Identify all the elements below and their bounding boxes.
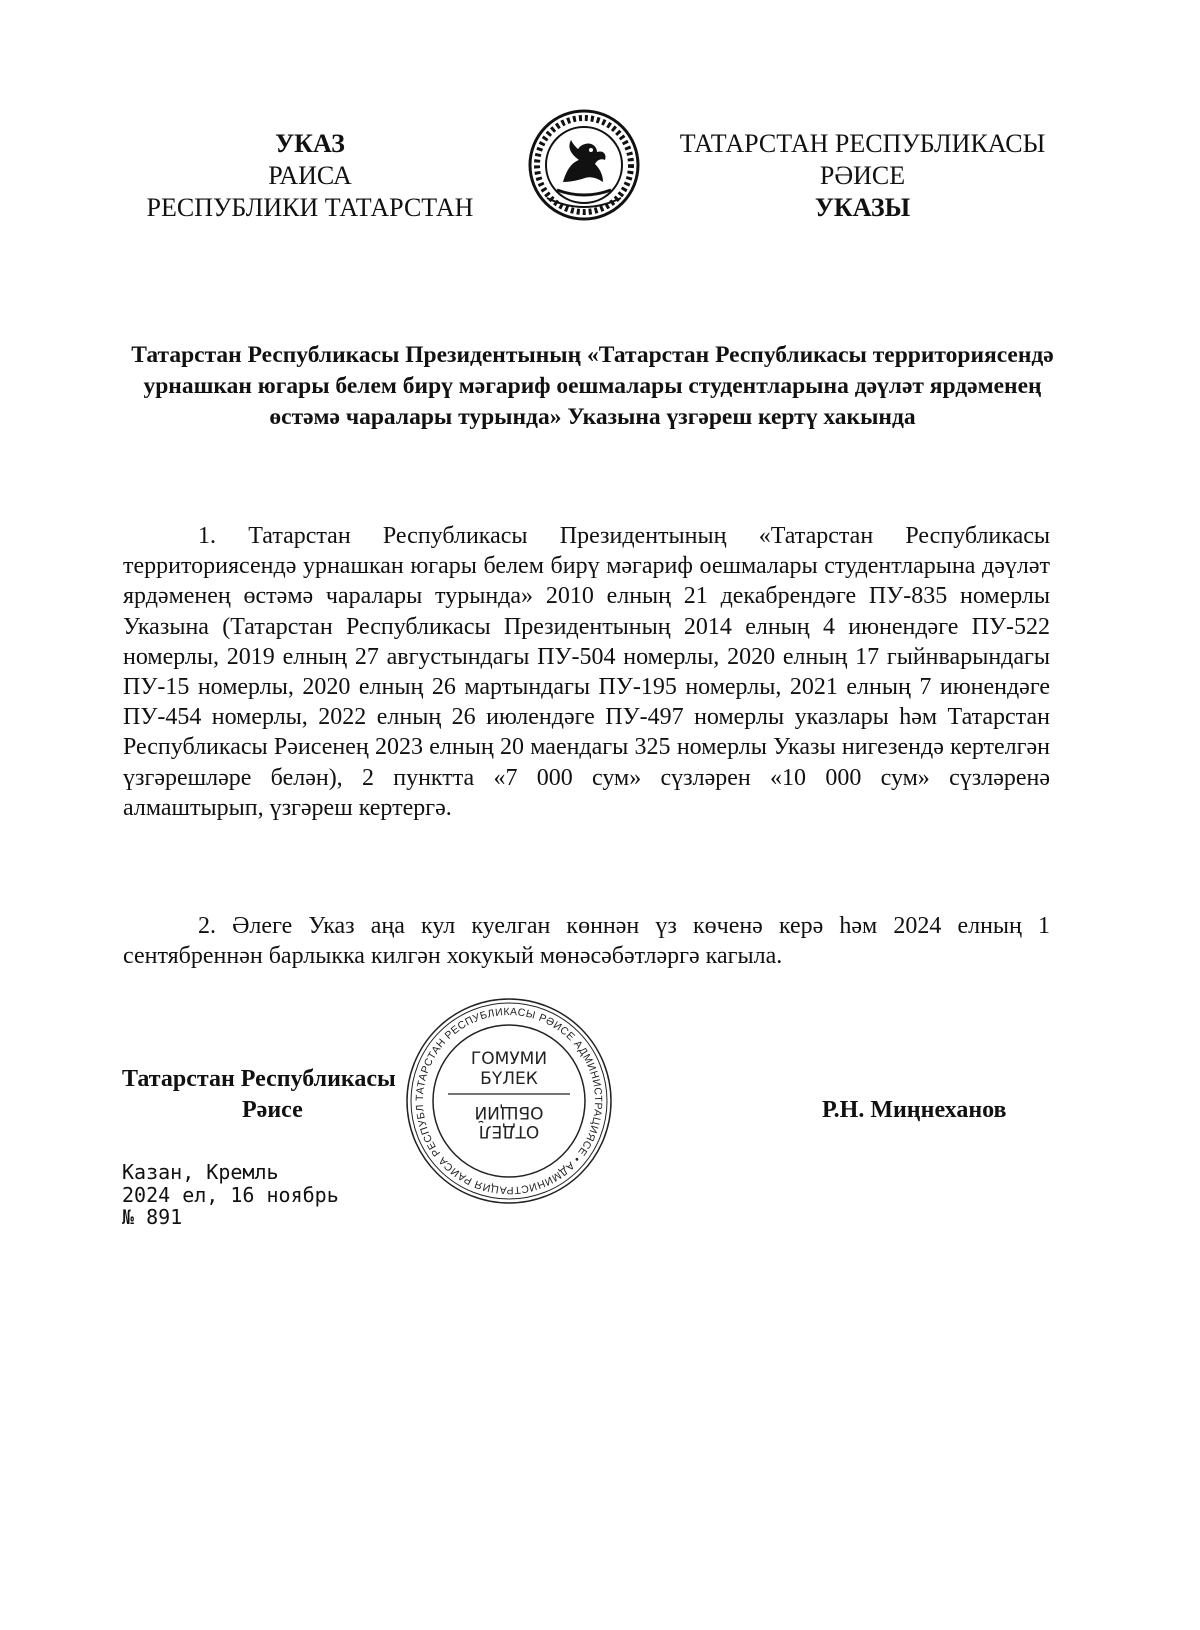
tatarstan-coat-of-arms-icon xyxy=(527,108,641,222)
document-title: Татарстан Республикасы Президентының «Татарстан Республикасы территориясендә урнашкан югары белем бирү мәгариф оешмалары студентларына дәүләт ярдәменең өстәмә чаралары турында» Указына үзгәреш кертү хакында xyxy=(131,342,1054,430)
stamp-line3: ОТДЕЛ xyxy=(478,1121,540,1141)
header-right-line3: УКАЗЫ xyxy=(814,193,911,222)
issue-number: № 891 xyxy=(122,1205,183,1229)
header-right-block xyxy=(665,128,1060,224)
stamp-ring-text: ТАТАРСТАН РЕСПУБЛИКАСЫ РӘИСЕ АДМИНИСТРАЦИЯСЕ • АДМИНИСТРАЦИЯ РАИСА РЕСПУБЛ xyxy=(413,1005,605,1197)
signature-org-line2: Рәисе xyxy=(242,1097,303,1123)
header-right-line1: ТАТАРСТАН РЕСПУБЛИКАСЫ xyxy=(679,129,1046,158)
header-left-line1: УКАЗ xyxy=(275,129,345,158)
issue-place: Казан, Кремль xyxy=(122,1160,279,1184)
stamp-line2: БҮЛЕК xyxy=(480,1069,538,1089)
header-left-block xyxy=(130,128,490,224)
paragraph-1: 1. Татарстан Республикасы Президентының «Татарстан Республикасы территориясендә урнашкан югары белем бирү мәгариф оешмалары студентларына дәүләт ярдәменең өстәмә чаралары турында» 2010 елның 21 декабрендәге ПУ-835 номерлы Указына (Татарстан Республикасы Президентының 2014 елның 4 июнендәге ПУ-522 номерлы, 2019 елның 27 августындагы ПУ-504 номерлы, 2020 елның 17 гыйнварындагы ПУ-15 номерлы, 2020 елның 26 мартындагы ПУ-195 номерлы, 2021 елның 7 июнендәге ПУ-454 номерлы, 2022 елның 26 июлендәге ПУ-497 номерлы указлары һәм Татарстан Республикасы Рәисенең 2023 елның 20 маендагы 325 номерлы Указы нигезендә кертелгән үзгәрешләре белән), 2 пунктта «7 000 сум» сүзләрен «10 000 сум» сүзләренә алмаштырып, үзгәреш кертергә. xyxy=(123,523,1050,821)
stamp-line4: ОБЩИЙ xyxy=(474,1102,544,1122)
paragraph-2: 2. Әлеге Указ аңа кул куелган көннән үз көченә керә һәм 2024 елның 1 сентябреннән барлыкка килгән хокукый мөнәсәбәтләргә кагыла. xyxy=(123,913,1050,970)
issue-details xyxy=(122,1161,339,1229)
issue-date: 2024 ел, 16 ноябрь xyxy=(122,1182,339,1207)
header-right-line2: РӘИСЕ xyxy=(819,161,906,190)
stamp-line1: ГОМУМИ xyxy=(470,1049,548,1069)
header-left-line3: РЕСПУБЛИКИ ТАТАРСТАН xyxy=(146,193,474,222)
signature-org-line1: Татарстан Республикасы xyxy=(122,1066,396,1092)
signature-name: Р.Н. Миңнеханов xyxy=(822,1097,1007,1123)
header-left-line2: РАИСА xyxy=(268,161,352,190)
signature-org xyxy=(122,1064,452,1126)
